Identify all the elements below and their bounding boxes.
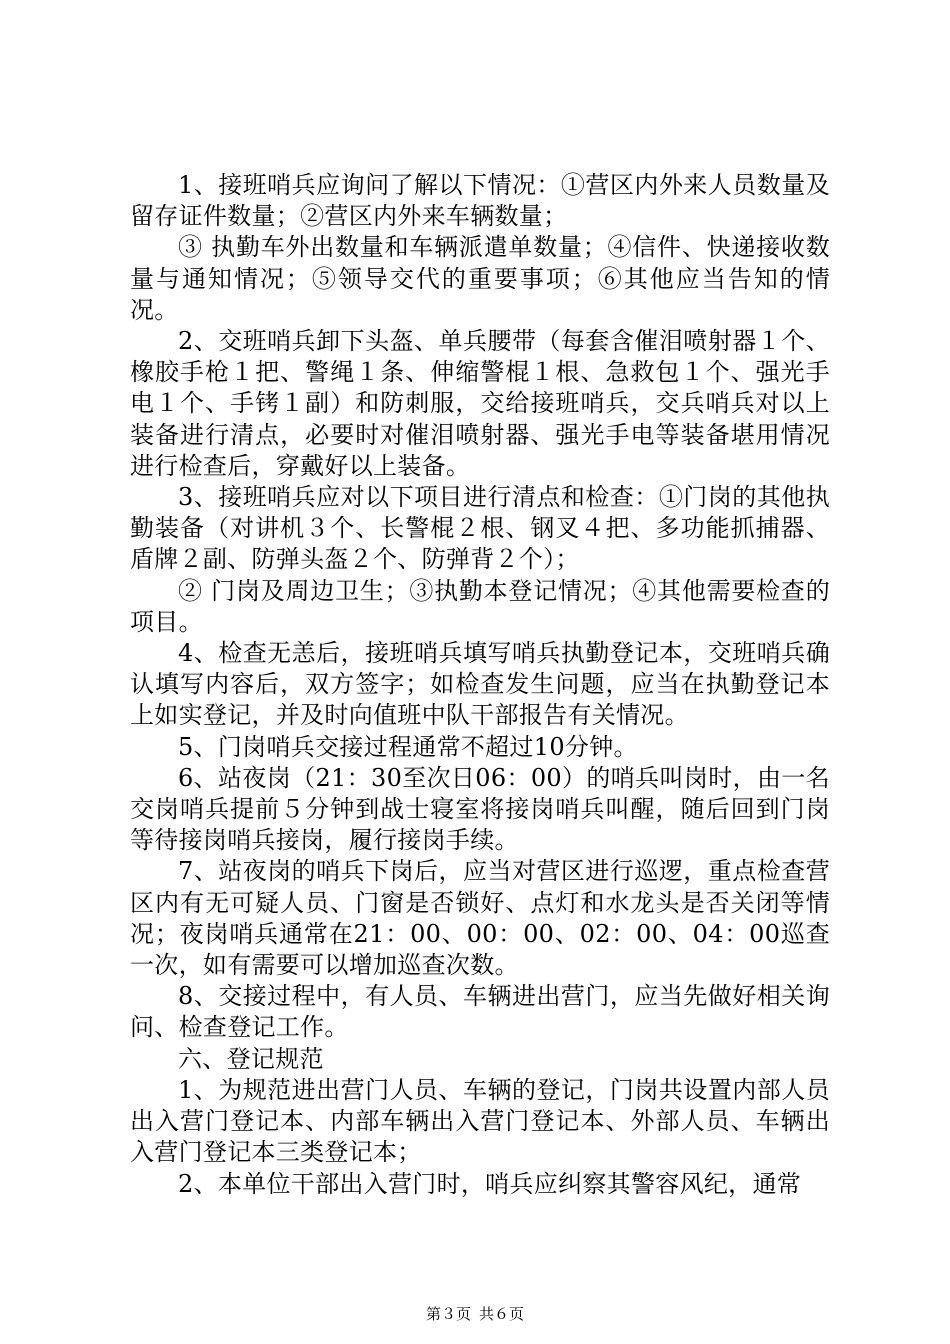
section-heading: 六、登记规范 — [178, 1044, 324, 1073]
paragraph-2: ③ 执勤车外出数量和车辆派遣单数量；④信件、快递接收数量与通知情况；⑤领导交代的重要事项；⑥其他应当告知的情况。 — [130, 233, 830, 324]
paragraph-9: 7、站夜岗的哨兵下岗后，应当对营区进行巡逻，重点检查营区内有无可疑人员、门窗是否锁好、点灯和水龙头是否关闭等情况；夜岗哨兵通常在21：00、00：00、02：00、04：00巡查一次，如有需要可以增加巡查次数。 — [130, 857, 830, 980]
paragraph-4: 3、接班哨兵应对以下项目进行清点和检查：①门岗的其他执勤装备（对讲机３个、长警棍２根、钢叉４把、多功能抓捕器、盾牌２副、防弹头盔２个、防弹背２个）； — [130, 483, 830, 574]
paragraph-7: 5、门岗哨兵交接过程通常不超过10分钟。 — [178, 732, 638, 761]
paragraph-6: 4、检查无恙后，接班哨兵填写哨兵执勤登记本，交班哨兵确认填写内容后，双方签字；如检查发生问题，应当在执勤登记本上如实登记，并及时向值班中队干部报告有关情况。 — [130, 639, 830, 730]
page-footer — [0, 1304, 950, 1324]
page-number: 第３页 — [425, 1305, 471, 1323]
paragraph-12: 1、为规范进出营门人员、车辆的登记，门岗共设置内部人员出入营门登记本、内部车辆出入营门登记本、外部人员、车辆出入营门登记本三类登记本； — [130, 1075, 830, 1167]
paragraph-3: 2、交班哨兵卸下头盔、单兵腰带（每套含催泪喷射器１个、橡胶手枪１把、警绳１条、伸缩警棍１根、急救包１个、强光手电１个、手铐１副）和防刺服，交给接班哨兵，交兵哨兵对以上装备进行清点，必要时对催泪喷射器、强光手电等装备堪用情况进行检查后，穿戴好以上装备。 — [130, 327, 830, 480]
document-body — [130, 170, 830, 1200]
paragraph-10: 8、交接过程中，有人员、车辆进出营门，应当先做好相关询问、检查登记工作。 — [130, 982, 830, 1042]
paragraph-13: 2、本单位干部出入营门时，哨兵应纠察其警容风纪，通常 — [178, 1169, 802, 1198]
page-total: 共６页 — [479, 1305, 525, 1323]
paragraph-8: 6、站夜岗（21：30至次日06：00）的哨兵叫岗时，由一名交岗哨兵提前５分钟到战士寝室将接岗哨兵叫醒，随后回到门岗等待接岗哨兵接岗，履行接岗手续。 — [130, 763, 830, 855]
paragraph-1: 1、接班哨兵应询问了解以下情况：①营区内外来人员数量及留存证件数量；②营区内外来车辆数量； — [130, 171, 830, 231]
paragraph-5: ② 门岗及周边卫生；③执勤本登记情况；④其他需要检查的项目。 — [130, 576, 830, 636]
